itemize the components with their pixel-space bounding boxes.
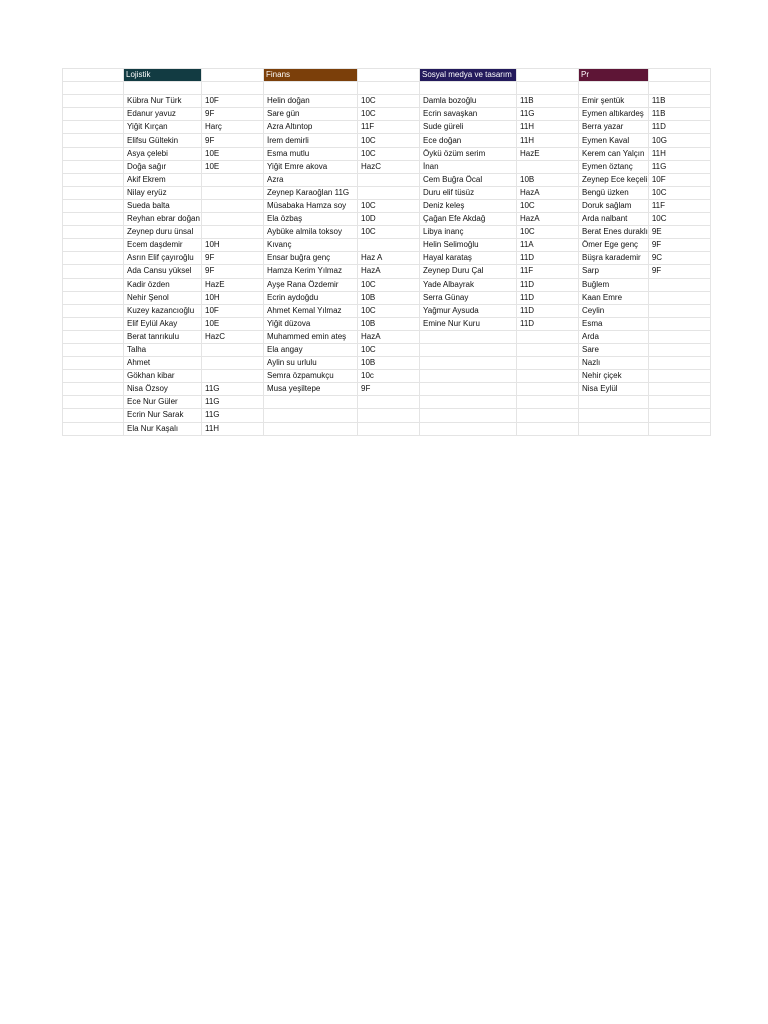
member-name-cell[interactable] xyxy=(579,422,649,435)
member-class-cell[interactable]: HazC xyxy=(358,160,420,173)
member-class-cell[interactable] xyxy=(517,160,579,173)
member-class-cell[interactable]: HazE xyxy=(517,147,579,160)
table-row xyxy=(63,291,711,304)
member-class-cell[interactable] xyxy=(648,409,710,422)
member-name-cell[interactable]: Yağmur Aysuda xyxy=(420,304,517,317)
member-class-cell[interactable] xyxy=(517,422,579,435)
member-class-cell[interactable] xyxy=(648,278,710,291)
row-gutter xyxy=(63,239,124,252)
member-name-cell[interactable]: Eymen Kaval xyxy=(579,134,649,147)
member-name-cell[interactable]: Berat Enes duraklı xyxy=(579,226,649,239)
member-name-cell[interactable]: Eymen altıkardeş xyxy=(579,108,649,121)
member-name-cell[interactable] xyxy=(420,370,517,383)
member-name-cell[interactable]: Ecrin savaşkan xyxy=(420,108,517,121)
table-row xyxy=(63,239,711,252)
member-name-cell[interactable]: Zeynep Ece keçeli xyxy=(579,173,649,186)
member-name-cell[interactable]: Azra Altıntop xyxy=(264,121,358,134)
member-class-cell[interactable]: 10C xyxy=(358,199,420,212)
member-class-cell[interactable]: 10C xyxy=(358,343,420,356)
member-name-cell[interactable]: Aylin su urlulu xyxy=(264,357,358,370)
member-name-cell[interactable] xyxy=(420,422,517,435)
member-class-cell[interactable]: 11H xyxy=(517,134,579,147)
table-row xyxy=(63,226,711,239)
member-name-cell[interactable]: Reyhan ebrar doğan xyxy=(124,213,202,226)
member-name-cell[interactable]: Buğlem xyxy=(579,278,649,291)
member-name-cell[interactable]: Doruk sağlam xyxy=(579,199,649,212)
member-class-cell[interactable]: 11D xyxy=(517,304,579,317)
row-gutter xyxy=(63,396,124,409)
row-gutter xyxy=(63,213,124,226)
member-class-cell[interactable] xyxy=(517,357,579,370)
member-class-cell[interactable]: 10C xyxy=(358,147,420,160)
table-row xyxy=(63,252,711,265)
member-class-cell[interactable] xyxy=(648,357,710,370)
member-class-cell[interactable]: 10C xyxy=(358,304,420,317)
member-name-cell[interactable]: Eymen öztanç xyxy=(579,160,649,173)
member-name-cell[interactable] xyxy=(579,409,649,422)
member-name-cell[interactable]: Elif Eylül Akay xyxy=(124,317,202,330)
spreadsheet xyxy=(62,68,711,436)
member-class-cell[interactable] xyxy=(648,370,710,383)
member-class-cell[interactable]: HazC xyxy=(202,330,264,343)
member-name-cell[interactable]: Kerem can Yalçın xyxy=(579,147,649,160)
member-name-cell[interactable]: Arda nalbant xyxy=(579,213,649,226)
member-class-cell[interactable] xyxy=(517,383,579,396)
table-row xyxy=(63,121,711,134)
table-row xyxy=(63,278,711,291)
member-class-cell[interactable]: 10C xyxy=(358,108,420,121)
member-class-cell[interactable] xyxy=(648,343,710,356)
member-class-cell[interactable]: 10C xyxy=(358,278,420,291)
member-name-cell[interactable]: Sare gün xyxy=(264,108,358,121)
member-class-cell[interactable]: 10C xyxy=(648,186,710,199)
table-row xyxy=(63,370,711,383)
member-name-cell[interactable] xyxy=(420,330,517,343)
table-row xyxy=(63,173,711,186)
member-class-cell[interactable]: 11D xyxy=(517,291,579,304)
table-row xyxy=(63,199,711,212)
table-row xyxy=(63,383,711,396)
table-body xyxy=(63,69,711,436)
member-name-cell[interactable] xyxy=(579,396,649,409)
member-name-cell[interactable] xyxy=(264,396,358,409)
table-row xyxy=(63,95,711,108)
member-name-cell[interactable]: Musa yeşiltepe xyxy=(264,383,358,396)
member-class-cell[interactable] xyxy=(648,422,710,435)
member-class-cell[interactable]: 9C xyxy=(648,252,710,265)
member-name-cell[interactable]: Emine Nur Kuru xyxy=(420,317,517,330)
member-name-cell[interactable]: Yiğit Kırçan xyxy=(124,121,202,134)
member-name-cell[interactable]: Yiğit Emre akova xyxy=(264,160,358,173)
group-title: Pr xyxy=(579,69,648,81)
member-name-cell[interactable]: Yiğit düzova xyxy=(264,317,358,330)
member-name-cell[interactable]: Kuzey kazancıoğlu xyxy=(124,304,202,317)
member-name-cell[interactable]: Müsabaka Hamza soy xyxy=(264,199,358,212)
table-row xyxy=(63,213,711,226)
empty-cell[interactable] xyxy=(517,82,579,95)
member-class-cell[interactable]: 10B xyxy=(358,357,420,370)
member-class-cell[interactable]: 9F xyxy=(202,108,264,121)
row-gutter xyxy=(63,409,124,422)
member-name-cell[interactable]: Sare xyxy=(579,343,649,356)
row-gutter xyxy=(63,226,124,239)
member-name-cell[interactable]: Zeynep Duru Çal xyxy=(420,265,517,278)
member-class-cell[interactable]: 11G xyxy=(202,409,264,422)
member-class-cell[interactable] xyxy=(358,422,420,435)
member-name-cell[interactable]: İrem demirli xyxy=(264,134,358,147)
member-class-cell[interactable]: 9F xyxy=(358,383,420,396)
member-class-cell[interactable]: 10H xyxy=(202,239,264,252)
member-class-cell[interactable]: 11G xyxy=(202,396,264,409)
member-class-cell[interactable]: HazA xyxy=(358,330,420,343)
member-name-cell[interactable]: Ela özbaş xyxy=(264,213,358,226)
table-row xyxy=(63,108,711,121)
member-class-cell[interactable]: 10H xyxy=(202,291,264,304)
member-name-cell[interactable]: Ensar buğra genç xyxy=(264,252,358,265)
member-class-cell[interactable]: HazA xyxy=(517,186,579,199)
empty-cell[interactable] xyxy=(264,82,358,95)
member-class-cell[interactable]: HazE xyxy=(202,278,264,291)
table-row xyxy=(63,134,711,147)
member-class-cell[interactable]: 10C xyxy=(358,134,420,147)
member-class-cell[interactable]: 9F xyxy=(202,134,264,147)
member-class-cell[interactable]: 11F xyxy=(648,199,710,212)
table-row xyxy=(63,304,711,317)
member-class-cell[interactable] xyxy=(202,173,264,186)
member-name-cell[interactable]: Kadir özden xyxy=(124,278,202,291)
member-name-cell[interactable]: Duru elif tüsüz xyxy=(420,186,517,199)
member-name-cell[interactable]: Talha xyxy=(124,343,202,356)
member-class-cell[interactable]: 9F xyxy=(648,239,710,252)
member-name-cell[interactable] xyxy=(420,343,517,356)
blank-row xyxy=(63,82,711,95)
member-name-cell[interactable]: Gökhan kibar xyxy=(124,370,202,383)
row-gutter xyxy=(63,173,124,186)
member-class-cell[interactable] xyxy=(517,409,579,422)
member-name-cell[interactable]: Bengü üzken xyxy=(579,186,649,199)
member-name-cell[interactable]: Ayşe Rana Özdemir xyxy=(264,278,358,291)
member-name-cell[interactable]: Kıvanç xyxy=(264,239,358,252)
table-row xyxy=(63,147,711,160)
row-gutter xyxy=(63,199,124,212)
member-class-cell[interactable] xyxy=(648,291,710,304)
member-name-cell[interactable]: Ahmet xyxy=(124,357,202,370)
empty-cell[interactable] xyxy=(648,69,710,82)
member-class-cell[interactable]: 11G xyxy=(202,383,264,396)
member-name-cell[interactable]: Çağan Efe Akdağ xyxy=(420,213,517,226)
member-class-cell[interactable] xyxy=(358,239,420,252)
row-gutter xyxy=(63,69,124,82)
member-name-cell[interactable]: Esma mutlu xyxy=(264,147,358,160)
row-gutter xyxy=(63,291,124,304)
member-name-cell[interactable]: Ahmet Kemal Yılmaz xyxy=(264,304,358,317)
empty-cell[interactable] xyxy=(63,82,124,95)
table-row xyxy=(63,330,711,343)
member-name-cell[interactable]: Sarp xyxy=(579,265,649,278)
member-name-cell[interactable]: Nehir çiçek xyxy=(579,370,649,383)
table-row xyxy=(63,396,711,409)
member-class-cell[interactable] xyxy=(648,383,710,396)
row-gutter xyxy=(63,95,124,108)
member-name-cell[interactable]: Kaan Emre xyxy=(579,291,649,304)
member-class-cell[interactable] xyxy=(517,330,579,343)
member-class-cell[interactable]: 10E xyxy=(202,160,264,173)
member-name-cell[interactable]: Cem Buğra Öcal xyxy=(420,173,517,186)
group-title: Sosyal medya ve tasarım xyxy=(420,69,516,81)
row-gutter xyxy=(63,278,124,291)
member-class-cell[interactable] xyxy=(648,304,710,317)
member-name-cell[interactable]: Ece Nur Güler xyxy=(124,396,202,409)
row-gutter xyxy=(63,147,124,160)
member-name-cell[interactable]: Ada Cansu yüksel xyxy=(124,265,202,278)
member-name-cell[interactable]: Nisa Özsoy xyxy=(124,383,202,396)
member-class-cell[interactable]: 11B xyxy=(648,95,710,108)
group-header-cell[interactable] xyxy=(579,69,649,82)
member-name-cell[interactable]: Kübra Nur Türk xyxy=(124,95,202,108)
member-class-cell[interactable]: 10C xyxy=(517,199,579,212)
member-class-cell[interactable]: 10B xyxy=(517,173,579,186)
member-class-cell[interactable] xyxy=(648,396,710,409)
table-row xyxy=(63,317,711,330)
member-name-cell[interactable]: Emir şentük xyxy=(579,95,649,108)
table-row xyxy=(63,422,711,435)
empty-cell[interactable] xyxy=(648,82,710,95)
member-class-cell[interactable]: 11D xyxy=(648,121,710,134)
group-title: Finans xyxy=(264,69,357,81)
member-name-cell[interactable]: Ela Nur Kaşalı xyxy=(124,422,202,435)
row-gutter xyxy=(63,317,124,330)
group-title: Lojistik xyxy=(124,69,201,81)
member-name-cell[interactable]: Ceylin xyxy=(579,304,649,317)
member-class-cell[interactable]: 11B xyxy=(517,95,579,108)
table-row xyxy=(63,160,711,173)
member-name-cell[interactable]: Berra yazar xyxy=(579,121,649,134)
member-name-cell[interactable]: Zeynep duru ünsal xyxy=(124,226,202,239)
row-gutter xyxy=(63,357,124,370)
member-class-cell[interactable]: 10F xyxy=(202,95,264,108)
member-name-cell[interactable]: Yade Albayrak xyxy=(420,278,517,291)
member-class-cell[interactable]: 10F xyxy=(648,173,710,186)
empty-cell[interactable] xyxy=(124,82,202,95)
member-name-cell[interactable]: Zeynep Karaoğlan 11G xyxy=(264,186,358,199)
row-gutter xyxy=(63,252,124,265)
row-gutter xyxy=(63,265,124,278)
member-name-cell[interactable] xyxy=(420,396,517,409)
member-class-cell[interactable] xyxy=(358,409,420,422)
member-name-cell[interactable]: Ela angay xyxy=(264,343,358,356)
member-class-cell[interactable]: Harç xyxy=(202,121,264,134)
member-name-cell[interactable] xyxy=(264,422,358,435)
member-class-cell[interactable]: 10C xyxy=(358,226,420,239)
member-class-cell[interactable]: 10C xyxy=(517,226,579,239)
row-gutter xyxy=(63,370,124,383)
member-class-cell[interactable]: 11F xyxy=(358,121,420,134)
member-class-cell[interactable]: 11D xyxy=(517,317,579,330)
member-name-cell[interactable]: Semra özpamukçu xyxy=(264,370,358,383)
member-name-cell[interactable]: Elifsu Gültekin xyxy=(124,134,202,147)
member-class-cell[interactable] xyxy=(517,343,579,356)
member-class-cell[interactable]: 11B xyxy=(648,108,710,121)
member-name-cell[interactable]: Helin Selimoğlu xyxy=(420,239,517,252)
member-name-cell[interactable]: Arda xyxy=(579,330,649,343)
empty-cell[interactable] xyxy=(517,69,579,82)
header-row xyxy=(63,69,711,82)
team-table xyxy=(62,68,711,436)
member-name-cell[interactable] xyxy=(264,409,358,422)
member-class-cell[interactable]: 11D xyxy=(517,252,579,265)
member-class-cell[interactable] xyxy=(202,186,264,199)
member-class-cell[interactable]: 11D xyxy=(517,278,579,291)
member-name-cell[interactable]: Ece doğan xyxy=(420,134,517,147)
empty-cell[interactable] xyxy=(358,69,420,82)
member-class-cell[interactable]: 10B xyxy=(358,291,420,304)
member-class-cell[interactable]: 10C xyxy=(648,213,710,226)
member-name-cell[interactable]: Helin doğan xyxy=(264,95,358,108)
empty-cell[interactable] xyxy=(420,82,517,95)
member-class-cell[interactable]: 11G xyxy=(517,108,579,121)
empty-cell[interactable] xyxy=(358,82,420,95)
member-name-cell[interactable]: Öykü özüm serim xyxy=(420,147,517,160)
member-class-cell[interactable] xyxy=(358,173,420,186)
member-class-cell[interactable] xyxy=(202,213,264,226)
member-name-cell[interactable]: Azra xyxy=(264,173,358,186)
member-name-cell[interactable]: Büşra karademir xyxy=(579,252,649,265)
member-name-cell[interactable]: Doğa sağır xyxy=(124,160,202,173)
row-gutter xyxy=(63,304,124,317)
table-row xyxy=(63,343,711,356)
member-class-cell[interactable]: 11F xyxy=(517,265,579,278)
member-class-cell[interactable] xyxy=(358,396,420,409)
member-name-cell[interactable]: Nehir Şenol xyxy=(124,291,202,304)
member-name-cell[interactable]: Ecem daşdemir xyxy=(124,239,202,252)
member-class-cell[interactable]: 9F xyxy=(648,265,710,278)
empty-cell[interactable] xyxy=(579,82,649,95)
member-class-cell[interactable] xyxy=(648,317,710,330)
member-class-cell[interactable]: 10E xyxy=(202,147,264,160)
member-class-cell[interactable]: 10c xyxy=(358,370,420,383)
member-class-cell[interactable]: 9F xyxy=(202,265,264,278)
group-header-cell[interactable] xyxy=(420,69,517,82)
group-header-cell[interactable] xyxy=(124,69,202,82)
row-gutter xyxy=(63,121,124,134)
member-name-cell[interactable]: Libya inanç xyxy=(420,226,517,239)
table-row xyxy=(63,265,711,278)
member-name-cell[interactable] xyxy=(420,383,517,396)
member-class-cell[interactable] xyxy=(648,330,710,343)
member-name-cell[interactable]: Sueda balta xyxy=(124,199,202,212)
empty-cell[interactable] xyxy=(202,82,264,95)
member-name-cell[interactable]: Asrın Elif çayıroğlu xyxy=(124,252,202,265)
member-name-cell[interactable]: Sude güreli xyxy=(420,121,517,134)
member-name-cell[interactable]: Hamza Kerim Yılmaz xyxy=(264,265,358,278)
empty-cell[interactable] xyxy=(202,69,264,82)
member-class-cell[interactable] xyxy=(358,186,420,199)
member-class-cell[interactable]: 9E xyxy=(648,226,710,239)
row-gutter xyxy=(63,160,124,173)
member-class-cell[interactable]: 11H xyxy=(517,121,579,134)
row-gutter xyxy=(63,108,124,121)
member-name-cell[interactable]: Ecrin aydoğdu xyxy=(264,291,358,304)
member-class-cell[interactable]: 11G xyxy=(648,160,710,173)
member-name-cell[interactable]: Nisa Eylül xyxy=(579,383,649,396)
member-name-cell[interactable]: Asya çelebi xyxy=(124,147,202,160)
member-class-cell[interactable]: 9F xyxy=(202,252,264,265)
member-name-cell[interactable]: Serra Günay xyxy=(420,291,517,304)
member-class-cell[interactable] xyxy=(517,396,579,409)
member-name-cell[interactable]: Aybüke almila toksoy xyxy=(264,226,358,239)
table-row xyxy=(63,357,711,370)
member-name-cell[interactable]: Deniz keleş xyxy=(420,199,517,212)
member-class-cell[interactable]: 10F xyxy=(202,304,264,317)
row-gutter xyxy=(63,186,124,199)
table-row xyxy=(63,409,711,422)
row-gutter xyxy=(63,330,124,343)
member-name-cell[interactable]: Hayal karataş xyxy=(420,252,517,265)
member-class-cell[interactable]: HazA xyxy=(517,213,579,226)
member-name-cell[interactable]: Edanur yavuz xyxy=(124,108,202,121)
member-name-cell[interactable]: Ömer Ege genç xyxy=(579,239,649,252)
row-gutter xyxy=(63,422,124,435)
member-class-cell[interactable]: 10E xyxy=(202,317,264,330)
member-class-cell[interactable]: 10C xyxy=(358,95,420,108)
member-class-cell[interactable] xyxy=(202,357,264,370)
member-name-cell[interactable]: Muhammed emin ateş xyxy=(264,330,358,343)
member-class-cell[interactable]: 10D xyxy=(358,213,420,226)
member-class-cell[interactable] xyxy=(202,226,264,239)
row-gutter xyxy=(63,134,124,147)
member-name-cell[interactable]: Esma xyxy=(579,317,649,330)
member-name-cell[interactable]: Berat tanrıkulu xyxy=(124,330,202,343)
member-name-cell[interactable]: Akif Ekrem xyxy=(124,173,202,186)
member-class-cell[interactable]: 11H xyxy=(648,147,710,160)
member-name-cell[interactable]: Nazlı xyxy=(579,357,649,370)
member-name-cell[interactable]: Nilay eryüz xyxy=(124,186,202,199)
member-name-cell[interactable]: İnan xyxy=(420,160,517,173)
member-class-cell[interactable] xyxy=(202,370,264,383)
group-header-cell[interactable] xyxy=(264,69,358,82)
table-row xyxy=(63,186,711,199)
member-class-cell[interactable] xyxy=(517,370,579,383)
row-gutter xyxy=(63,343,124,356)
member-class-cell[interactable]: Haz A xyxy=(358,252,420,265)
member-class-cell[interactable]: HazA xyxy=(358,265,420,278)
member-class-cell[interactable] xyxy=(202,199,264,212)
member-name-cell[interactable] xyxy=(420,357,517,370)
member-name-cell[interactable] xyxy=(420,409,517,422)
member-class-cell[interactable] xyxy=(202,343,264,356)
member-class-cell[interactable]: 11A xyxy=(517,239,579,252)
member-class-cell[interactable]: 11H xyxy=(202,422,264,435)
member-name-cell[interactable]: Ecrin Nur Sarak xyxy=(124,409,202,422)
member-name-cell[interactable]: Damla bozoğlu xyxy=(420,95,517,108)
member-class-cell[interactable]: 10G xyxy=(648,134,710,147)
member-class-cell[interactable]: 10B xyxy=(358,317,420,330)
row-gutter xyxy=(63,383,124,396)
